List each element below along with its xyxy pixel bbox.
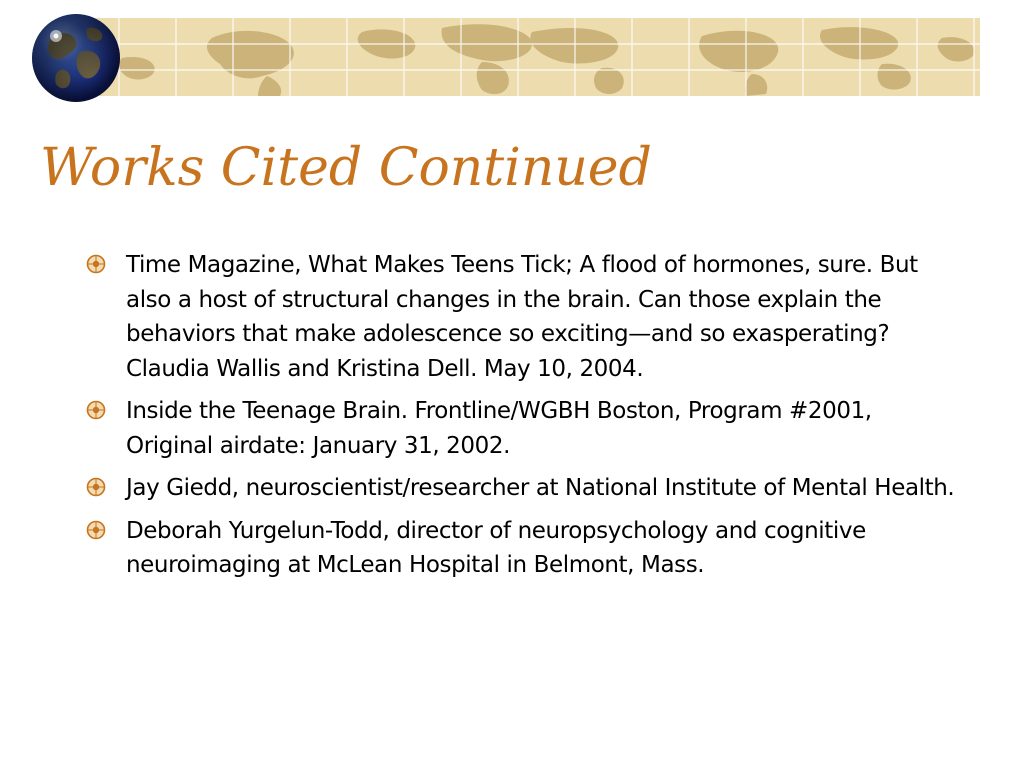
target-bullet-icon	[86, 477, 106, 497]
citation-text: Time Magazine, What Makes Teens Tick; A flood of hormones, sure. But also a host of structural changes in the brain. Can those explain the behaviors that make adolescence so exciting—and so exasperating? Claudia Wallis and Kristina Dell. May 10, 2004.	[126, 252, 918, 382]
citation-item	[86, 514, 956, 583]
citation-text: Inside the Teenage Brain. Frontline/WGBH Boston, Program #2001, Original airdate: January 31, 2002.	[126, 398, 872, 459]
citation-text: Deborah Yurgelun-Todd, director of neuropsychology and cognitive neuroimaging at McLean Hospital in Belmont, Mass.	[126, 517, 866, 578]
citation-item	[86, 394, 956, 463]
world-map-graphic	[62, 18, 980, 96]
globe-icon	[30, 12, 122, 104]
world-map-banner	[62, 18, 980, 96]
citation-list	[86, 248, 956, 591]
slide-title: Works Cited Continued	[40, 138, 652, 198]
target-bullet-icon	[86, 400, 106, 420]
citation-item	[86, 471, 956, 506]
target-bullet-icon	[86, 520, 106, 540]
citation-item	[86, 248, 956, 386]
citation-text: Jay Giedd, neuroscientist/researcher at National Institute of Mental Health.	[126, 475, 955, 501]
target-bullet-icon	[86, 254, 106, 274]
